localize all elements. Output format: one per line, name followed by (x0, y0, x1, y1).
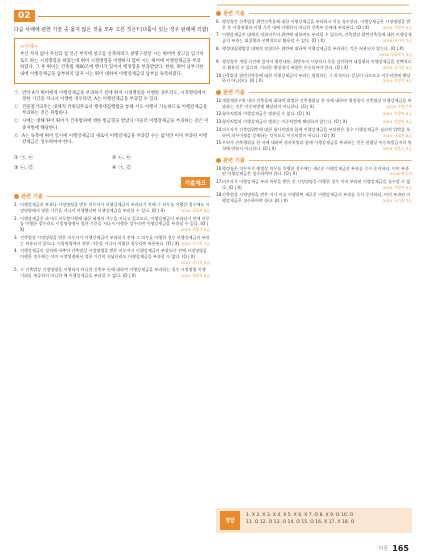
list-item: 13. 형사처벌과 이행강제금의 병과는 이중처벌에 해당하지 않는다. (O | X) 2021 지방직 9급 (216, 119, 412, 125)
list-item: 8. 행정대집행법상 대체적 작위의무 위반에 대하여 이행강제금을 부과하는 것은 허용되지 않는다. (O | X) 2016 사회복지 9급 (216, 45, 412, 57)
case-title: <사례> (20, 44, 39, 51)
option-list (14, 91, 210, 147)
page-number: 165 (392, 544, 409, 553)
section-dot-icon (14, 194, 19, 199)
option-item: ㉣ A는 독촉에 뛰어 일시에 이행강제금의 새로이 이행강제금을 부과할 수는 없지만 이미 부과된 이행강제금은 징수하여야 한다. (14, 133, 208, 145)
answer-key-line-1: 1. X 2. X 3. X 4. X 5. X 6. X 7. O 8. X 9. O 10. O (246, 513, 354, 518)
choice-3[interactable]: ③ ㉡, ㉣ (14, 165, 34, 172)
related-heading-right-1: 관련 기출 (216, 10, 412, 17)
answer-choices (14, 154, 210, 171)
question-header (14, 10, 210, 22)
related-heading-right-3: 관련 기출 (216, 157, 412, 164)
list-item: 16. 행정청은 의무자가 행정상 의무를 이행한 경우에는 새로운 이행강제금의 부과를 즉시 중지하되, 이미 부과된 이행강제금은 징수하여야 한다. (O | X) 2018 변호사 (216, 165, 412, 177)
list-item: 12. 형사처벌과 이행강제금은 병과될 수 없다. (O | X) 2021 지방직 9급 (216, 111, 412, 117)
page-footer (379, 544, 409, 553)
section-dot-icon (216, 90, 221, 95)
question-number: 02 (14, 10, 35, 22)
list-item: 7. 이행강제금은 대체적 작위의무의 위반에 대하여도 부과될 수 있으며, 건축법상 위반건축물에 대한 이행강제금의 부과는 대집행과 선택적으로 활용할 수 있다. (O | X) 2016 국가직 7급 (216, 32, 412, 44)
right-column (216, 10, 412, 204)
answer-key-text (246, 512, 354, 527)
left-column (14, 10, 210, 279)
choice-4[interactable]: ④ ㉠, ㉣ (112, 165, 132, 172)
list-item: 2. 이행강제금은 과거의 의무불이행에 대한 제재의 기능을 지니고 있으므로, 이행강제금이 부과되기 전에 의무를 이행한 경우라도 시정명령에서 정한 기간을 지나서 이행한 경우라면 이행강제금을 부과할 수 있다. (O | X) 2019 서울시 9급 (14, 215, 210, 233)
case-text: 부산 자치 없이 자신의 집 인근 부지에 창고를 신축하려고 광명구청장 시는 뛰어버 창고를 임기처토트 하는 시정명령을 하였는데 뛰어 시정명령을 이행하지 않아 시는 뛰어에 이행강제금을 부과하였다. 그 후 뛰어는 건축법 제80조에 행사가 있어서 행정형을 부과받았다. 한편, 뛰어 납부기한 내에 이행강제금을 납부하지 않자 시는 뛰어 대하여 이행강제금의 납부를 독촉하였다. (20, 52, 204, 77)
question-header-line (38, 16, 210, 17)
related-heading-right-2: 관련 기출 (216, 89, 412, 96)
list-item: 10. 건축법상 위반건축물에 대한 이행강제금의 부과는 형벌과는 그 목적이나 성질이 다르므로 이중처벌에 해당하지 아니한다. (O | X) 2019 지방직 9급 (216, 72, 412, 84)
choice-1[interactable]: ① ㉠, ㉢ (14, 155, 34, 162)
list-item: 1. 이행강제금의 부과나 시정명령을 받은 의무자가 이행강제금이 부과되기 전에 그 의무를 이행한 경우에도 시정명령에서 정한 기간을 지나서 이행했다면 이행강제금을 부과할 수 있다. (O | X) 2018 국회직 8급 (14, 202, 210, 214)
list-item: 15. 무허가 건축행위를 한 자에 대하여 형사처벌과 함께 이행강제금을 부과하는 것은 헌법상 이중처벌금지의 원칙에 반하지 아니한다. (O | X) 2019 서울시 9급 (216, 140, 412, 151)
case-box (14, 38, 210, 83)
answer-key-label: 정답 (220, 511, 240, 530)
related-heading-left: 관련 기출 (14, 193, 210, 200)
answer-key-line-2: 11. O 12. O 13. O 14. O 15. O 16. X 17. X 18. O (246, 520, 355, 526)
list-item: 18. 건축법상 시정명령을 받은 자가 이를 이행하면 새로운 이행강제금의 부과를 즉시 중지하되, 이미 부과된 이행강제금은 징수하여야 한다. (O | X) 2021 국가직 7급 (216, 192, 412, 204)
answer-badge-row (14, 177, 210, 188)
question-prompt: 다음 사례에 관한 기술 중 옳지 않은 것을 모두 고른 것은? (다툼이 있는 경우 판례에 의함) (14, 27, 209, 33)
option-item: ㉢ 시에는 대해 뛰어 뛰어가 건축법위에 대한 벌금형을 받았다 이울러 이행강제금을 부과하는 것은 이중처벌에 해당한다. (14, 119, 209, 131)
list-item: 11. 개발제한구역 내의 건축물에 대하여 위법한 건축행위를 한 자에 대하여 행정청이 건축법상 이행강제금을 부과하는 것은 이중처벌에 해당하지 아니한다. (O | X) 2020 소방간부 (216, 98, 412, 109)
list-item: 14. 의무자가 건축법위반에 대한 형사처벌과 함께 이행강제금을 부과받은 경우 이행강제금은 심리적 압박을 통하여 의무이행을 강제하는 것이므로 이중처벌이 아니다. (O | X) 2019 국회직 8급 (216, 126, 412, 138)
list-item: 5. 구 건축법상 시정명령을 이행하지 아니한 건축주 등에 대하여 이행강제금을 부과하는 경우 시정명령 이행 기회를 제공하지 아니한 채 이행강제금을 부과할 수 없다. (O | X) 2021 국회직 8급 (14, 267, 210, 279)
list-item: 4. 이행강제금의 성격에 비추어 건축법상 시정명령을 받은 의무자가 이행강제금이 부과되기 전에 시정명령을 이행한 경우에는 이미 시정명령에서 정한 기간이 지났더라도 이행강제금을 부과할 수 없다. (O | X) 2021 국가직 9급 (14, 248, 210, 265)
option-item: ㉡ 건물철거의무는 대체적 작위의무로서 행정대집행법을 통해 서도 이행이 가능하므로 이행강제금을 부과하는 것은 위법하다. (14, 104, 208, 117)
list-item: 17. 의무자가 이행강제금 부과 처분을 받은 후 시정명령을 이행한 경우 이미 부과된 이행강제금을 징수할 수 없다. (O | X) 2018 지방직 9급 (216, 179, 412, 190)
list-item: 9. 행정청은 개별 사건에 있어서 위반내용, 위반자의 시정의지 등을 감안하여 대집행과 이행강제금을 선택적으로 활용할 수 있으며, 이러한 행정청의 재량은 존중되어야 한다. (O | X) 2019 국가직 9급 (216, 59, 412, 70)
list-item: 6. 행정청은 건축법상 위반건축물에 대한 이행강제금을 부과하고 이를 징수한다. 이행강제금은 시정명령을 받은 후 시정명령의 이행 기간 내에 이행하지 아니한 건축주 등에게 부과된다. (O | X) 2019 지방직 9급 (216, 19, 412, 30)
answer-check-badge: 기출체크 (181, 177, 210, 188)
section-dot-icon (216, 158, 221, 163)
section-dot-icon (216, 11, 221, 16)
top-decoration-line (217, 4, 409, 6)
option-item: ㉠ 만약 A가 뛰어에게 이행강제금을 부과하기 전에 뛰어 시정명령을 이행한 경우라도, 시정명령에서 정한 기간을 지나서 이행한 경우라면, A는 이행강제금을 부과할 수 있다. (14, 90, 206, 102)
choice-2[interactable]: ② ㉡, ㉢ (112, 155, 132, 162)
answer-key-box (216, 508, 412, 533)
list-item: 3. 건축법상 시정명령을 받은 의무자가 이행강제금이 부과되기 전에 그 의무를 이행한 경우 이행강제금의 부과는 허용되지 않으나, 시정명령에서 정한 기간을 지나서 이행한 경우라면 허용된다. (O | X) 2020 국가직 7급 (14, 234, 210, 246)
footer-label: 각론 (378, 546, 389, 552)
